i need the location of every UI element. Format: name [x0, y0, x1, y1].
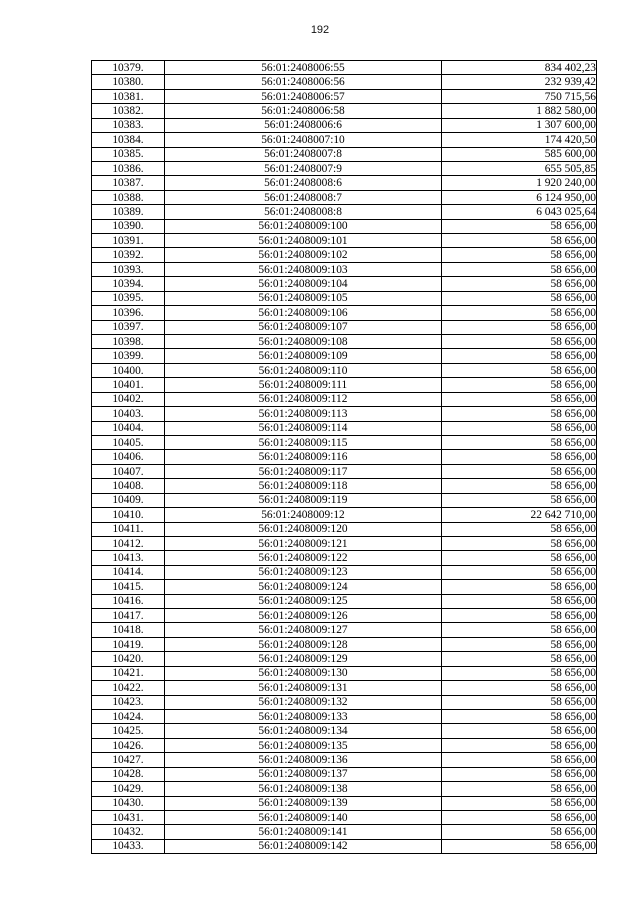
cadastral-value-cell: 58 656,00 — [442, 378, 597, 392]
cadastral-value-cell: 58 656,00 — [442, 825, 597, 839]
table-row — [92, 89, 597, 103]
row-number-cell: 10394. — [92, 277, 165, 291]
cadastral-value-cell: 58 656,00 — [442, 291, 597, 305]
row-number-cell: 10379. — [92, 61, 165, 75]
row-number-cell: 10409. — [92, 493, 165, 507]
row-number-cell: 10419. — [92, 637, 165, 651]
table-row — [92, 118, 597, 132]
row-number-cell: 10412. — [92, 536, 165, 550]
cadastral-number-cell: 56:01:2408009:141 — [165, 825, 442, 839]
cadastral-value-cell: 58 656,00 — [442, 681, 597, 695]
cadastral-value-cell: 58 656,00 — [442, 306, 597, 320]
cadastral-value-cell: 58 656,00 — [442, 724, 597, 738]
row-number-cell: 10429. — [92, 782, 165, 796]
table-row — [92, 363, 597, 377]
row-number-cell: 10385. — [92, 147, 165, 161]
cadastral-value-cell: 58 656,00 — [442, 407, 597, 421]
cadastral-number-cell: 56:01:2408009:115 — [165, 435, 442, 449]
table-row — [92, 536, 597, 550]
row-number-cell: 10402. — [92, 392, 165, 406]
table-row — [92, 435, 597, 449]
table-row — [92, 291, 597, 305]
cadastral-number-cell: 56:01:2408007:8 — [165, 147, 442, 161]
cadastral-number-cell: 56:01:2408009:140 — [165, 810, 442, 824]
cadastral-number-cell: 56:01:2408009:105 — [165, 291, 442, 305]
table-row — [92, 810, 597, 824]
cadastral-value-cell: 58 656,00 — [442, 464, 597, 478]
row-number-cell: 10392. — [92, 248, 165, 262]
cadastral-value-cell: 750 715,56 — [442, 89, 597, 103]
table-row — [92, 666, 597, 680]
cadastral-number-cell: 56:01:2408009:128 — [165, 637, 442, 651]
cadastral-value-cell: 834 402,23 — [442, 61, 597, 75]
cadastral-number-cell: 56:01:2408009:101 — [165, 234, 442, 248]
cadastral-number-cell: 56:01:2408009:110 — [165, 363, 442, 377]
row-number-cell: 10406. — [92, 450, 165, 464]
table-row — [92, 147, 597, 161]
row-number-cell: 10388. — [92, 190, 165, 204]
cadastral-number-cell: 56:01:2408009:135 — [165, 738, 442, 752]
cadastral-number-cell: 56:01:2408009:114 — [165, 421, 442, 435]
table-row — [92, 190, 597, 204]
row-number-cell: 10417. — [92, 609, 165, 623]
cadastral-number-cell: 56:01:2408009:109 — [165, 349, 442, 363]
cadastral-number-cell: 56:01:2408009:129 — [165, 652, 442, 666]
row-number-cell: 10418. — [92, 623, 165, 637]
row-number-cell: 10420. — [92, 652, 165, 666]
table-row — [92, 551, 597, 565]
cadastral-value-cell: 58 656,00 — [442, 580, 597, 594]
registry-table-body — [92, 61, 597, 854]
cadastral-value-cell: 6 043 025,64 — [442, 205, 597, 219]
table-row — [92, 623, 597, 637]
row-number-cell: 10398. — [92, 335, 165, 349]
row-number-cell: 10416. — [92, 594, 165, 608]
cadastral-number-cell: 56:01:2408009:138 — [165, 782, 442, 796]
cadastral-value-cell: 1 307 600,00 — [442, 118, 597, 132]
cadastral-number-cell: 56:01:2408009:103 — [165, 262, 442, 276]
row-number-cell: 10387. — [92, 176, 165, 190]
row-number-cell: 10415. — [92, 580, 165, 594]
cadastral-value-cell: 58 656,00 — [442, 522, 597, 536]
cadastral-number-cell: 56:01:2408009:132 — [165, 695, 442, 709]
row-number-cell: 10403. — [92, 407, 165, 421]
table-row — [92, 161, 597, 175]
property-registry-table — [91, 60, 597, 854]
cadastral-value-cell: 58 656,00 — [442, 839, 597, 853]
table-row — [92, 450, 597, 464]
table-row — [92, 637, 597, 651]
cadastral-value-cell: 58 656,00 — [442, 609, 597, 623]
cadastral-number-cell: 56:01:2408009:142 — [165, 839, 442, 853]
table-row — [92, 277, 597, 291]
table-row — [92, 234, 597, 248]
cadastral-value-cell: 58 656,00 — [442, 738, 597, 752]
cadastral-number-cell: 56:01:2408006:58 — [165, 104, 442, 118]
table-row — [92, 306, 597, 320]
row-number-cell: 10400. — [92, 363, 165, 377]
table-row — [92, 205, 597, 219]
table-row — [92, 479, 597, 493]
table-row — [92, 580, 597, 594]
cadastral-value-cell: 58 656,00 — [442, 435, 597, 449]
table-row — [92, 378, 597, 392]
cadastral-number-cell: 56:01:2408009:137 — [165, 767, 442, 781]
table-row — [92, 839, 597, 853]
cadastral-number-cell: 56:01:2408009:130 — [165, 666, 442, 680]
table-row — [92, 262, 597, 276]
cadastral-value-cell: 174 420,50 — [442, 133, 597, 147]
cadastral-value-cell: 58 656,00 — [442, 450, 597, 464]
cadastral-value-cell: 58 656,00 — [442, 479, 597, 493]
cadastral-value-cell: 58 656,00 — [442, 767, 597, 781]
table-row — [92, 464, 597, 478]
row-number-cell: 10390. — [92, 219, 165, 233]
cadastral-number-cell: 56:01:2408009:139 — [165, 796, 442, 810]
row-number-cell: 10404. — [92, 421, 165, 435]
table-row — [92, 724, 597, 738]
cadastral-number-cell: 56:01:2408009:131 — [165, 681, 442, 695]
cadastral-number-cell: 56:01:2408009:107 — [165, 320, 442, 334]
cadastral-number-cell: 56:01:2408009:123 — [165, 565, 442, 579]
cadastral-value-cell: 585 600,00 — [442, 147, 597, 161]
table-row — [92, 609, 597, 623]
table-row — [92, 335, 597, 349]
cadastral-value-cell: 58 656,00 — [442, 652, 597, 666]
cadastral-number-cell: 56:01:2408009:136 — [165, 753, 442, 767]
row-number-cell: 10382. — [92, 104, 165, 118]
table-row — [92, 782, 597, 796]
table-row — [92, 508, 597, 522]
cadastral-number-cell: 56:01:2408009:118 — [165, 479, 442, 493]
cadastral-number-cell: 56:01:2408007:9 — [165, 161, 442, 175]
table-row — [92, 349, 597, 363]
table-row — [92, 652, 597, 666]
cadastral-value-cell: 58 656,00 — [442, 551, 597, 565]
row-number-cell: 10423. — [92, 695, 165, 709]
row-number-cell: 10424. — [92, 709, 165, 723]
cadastral-number-cell: 56:01:2408009:126 — [165, 609, 442, 623]
cadastral-number-cell: 56:01:2408009:117 — [165, 464, 442, 478]
cadastral-value-cell: 58 656,00 — [442, 248, 597, 262]
table-row — [92, 61, 597, 75]
cadastral-number-cell: 56:01:2408009:104 — [165, 277, 442, 291]
cadastral-value-cell: 1 882 580,00 — [442, 104, 597, 118]
cadastral-value-cell: 6 124 950,00 — [442, 190, 597, 204]
row-number-cell: 10381. — [92, 89, 165, 103]
table-row — [92, 753, 597, 767]
table-row — [92, 493, 597, 507]
row-number-cell: 10407. — [92, 464, 165, 478]
cadastral-number-cell: 56:01:2408009:12 — [165, 508, 442, 522]
cadastral-number-cell: 56:01:2408008:7 — [165, 190, 442, 204]
table-row — [92, 565, 597, 579]
table-row — [92, 104, 597, 118]
cadastral-number-cell: 56:01:2408009:121 — [165, 536, 442, 550]
cadastral-number-cell: 56:01:2408006:55 — [165, 61, 442, 75]
cadastral-number-cell: 56:01:2408009:113 — [165, 407, 442, 421]
table-row — [92, 681, 597, 695]
cadastral-number-cell: 56:01:2408009:102 — [165, 248, 442, 262]
cadastral-value-cell: 58 656,00 — [442, 695, 597, 709]
row-number-cell: 10399. — [92, 349, 165, 363]
row-number-cell: 10397. — [92, 320, 165, 334]
cadastral-number-cell: 56:01:2408006:6 — [165, 118, 442, 132]
cadastral-number-cell: 56:01:2408008:8 — [165, 205, 442, 219]
cadastral-value-cell: 22 642 710,00 — [442, 508, 597, 522]
cadastral-value-cell: 58 656,00 — [442, 565, 597, 579]
cadastral-value-cell: 58 656,00 — [442, 666, 597, 680]
cadastral-value-cell: 58 656,00 — [442, 796, 597, 810]
cadastral-number-cell: 56:01:2408006:56 — [165, 75, 442, 89]
table-row — [92, 796, 597, 810]
row-number-cell: 10432. — [92, 825, 165, 839]
cadastral-number-cell: 56:01:2408009:111 — [165, 378, 442, 392]
cadastral-number-cell: 56:01:2408009:120 — [165, 522, 442, 536]
table-row — [92, 133, 597, 147]
row-number-cell: 10395. — [92, 291, 165, 305]
cadastral-value-cell: 58 656,00 — [442, 320, 597, 334]
cadastral-number-cell: 56:01:2408009:127 — [165, 623, 442, 637]
cadastral-number-cell: 56:01:2408009:106 — [165, 306, 442, 320]
cadastral-value-cell: 58 656,00 — [442, 637, 597, 651]
table-row — [92, 176, 597, 190]
cadastral-value-cell: 58 656,00 — [442, 363, 597, 377]
page-number: 192 — [310, 24, 330, 36]
row-number-cell: 10426. — [92, 738, 165, 752]
table-row — [92, 594, 597, 608]
cadastral-value-cell: 58 656,00 — [442, 219, 597, 233]
table-row — [92, 825, 597, 839]
cadastral-number-cell: 56:01:2408009:116 — [165, 450, 442, 464]
cadastral-number-cell: 56:01:2408009:124 — [165, 580, 442, 594]
cadastral-value-cell: 58 656,00 — [442, 753, 597, 767]
cadastral-value-cell: 58 656,00 — [442, 349, 597, 363]
cadastral-value-cell: 58 656,00 — [442, 421, 597, 435]
cadastral-number-cell: 56:01:2408009:125 — [165, 594, 442, 608]
row-number-cell: 10380. — [92, 75, 165, 89]
row-number-cell: 10386. — [92, 161, 165, 175]
cadastral-number-cell: 56:01:2408009:100 — [165, 219, 442, 233]
row-number-cell: 10408. — [92, 479, 165, 493]
row-number-cell: 10427. — [92, 753, 165, 767]
row-number-cell: 10428. — [92, 767, 165, 781]
row-number-cell: 10391. — [92, 234, 165, 248]
row-number-cell: 10383. — [92, 118, 165, 132]
row-number-cell: 10396. — [92, 306, 165, 320]
cadastral-value-cell: 1 920 240,00 — [442, 176, 597, 190]
row-number-cell: 10405. — [92, 435, 165, 449]
cadastral-number-cell: 56:01:2408009:133 — [165, 709, 442, 723]
cadastral-value-cell: 58 656,00 — [442, 277, 597, 291]
row-number-cell: 10384. — [92, 133, 165, 147]
row-number-cell: 10422. — [92, 681, 165, 695]
row-number-cell: 10431. — [92, 810, 165, 824]
cadastral-value-cell: 232 939,42 — [442, 75, 597, 89]
table-row — [92, 320, 597, 334]
table-row — [92, 767, 597, 781]
cadastral-value-cell: 58 656,00 — [442, 234, 597, 248]
row-number-cell: 10410. — [92, 508, 165, 522]
row-number-cell: 10421. — [92, 666, 165, 680]
table-row — [92, 522, 597, 536]
table-row — [92, 421, 597, 435]
cadastral-value-cell: 58 656,00 — [442, 335, 597, 349]
table-row — [92, 709, 597, 723]
row-number-cell: 10433. — [92, 839, 165, 853]
table-row — [92, 407, 597, 421]
cadastral-number-cell: 56:01:2408009:122 — [165, 551, 442, 565]
cadastral-number-cell: 56:01:2408008:6 — [165, 176, 442, 190]
cadastral-value-cell: 58 656,00 — [442, 623, 597, 637]
row-number-cell: 10425. — [92, 724, 165, 738]
row-number-cell: 10414. — [92, 565, 165, 579]
cadastral-number-cell: 56:01:2408007:10 — [165, 133, 442, 147]
cadastral-value-cell: 655 505,85 — [442, 161, 597, 175]
table-row — [92, 75, 597, 89]
cadastral-value-cell: 58 656,00 — [442, 536, 597, 550]
cadastral-value-cell: 58 656,00 — [442, 810, 597, 824]
cadastral-number-cell: 56:01:2408009:119 — [165, 493, 442, 507]
row-number-cell: 10401. — [92, 378, 165, 392]
row-number-cell: 10389. — [92, 205, 165, 219]
table-row — [92, 392, 597, 406]
cadastral-value-cell: 58 656,00 — [442, 594, 597, 608]
row-number-cell: 10393. — [92, 262, 165, 276]
cadastral-value-cell: 58 656,00 — [442, 392, 597, 406]
row-number-cell: 10411. — [92, 522, 165, 536]
cadastral-value-cell: 58 656,00 — [442, 709, 597, 723]
row-number-cell: 10413. — [92, 551, 165, 565]
table-row — [92, 695, 597, 709]
cadastral-number-cell: 56:01:2408009:112 — [165, 392, 442, 406]
cadastral-value-cell: 58 656,00 — [442, 262, 597, 276]
cadastral-number-cell: 56:01:2408009:134 — [165, 724, 442, 738]
cadastral-number-cell: 56:01:2408009:108 — [165, 335, 442, 349]
table-row — [92, 738, 597, 752]
cadastral-value-cell: 58 656,00 — [442, 782, 597, 796]
cadastral-number-cell: 56:01:2408006:57 — [165, 89, 442, 103]
table-row — [92, 248, 597, 262]
table-row — [92, 219, 597, 233]
cadastral-value-cell: 58 656,00 — [442, 493, 597, 507]
row-number-cell: 10430. — [92, 796, 165, 810]
